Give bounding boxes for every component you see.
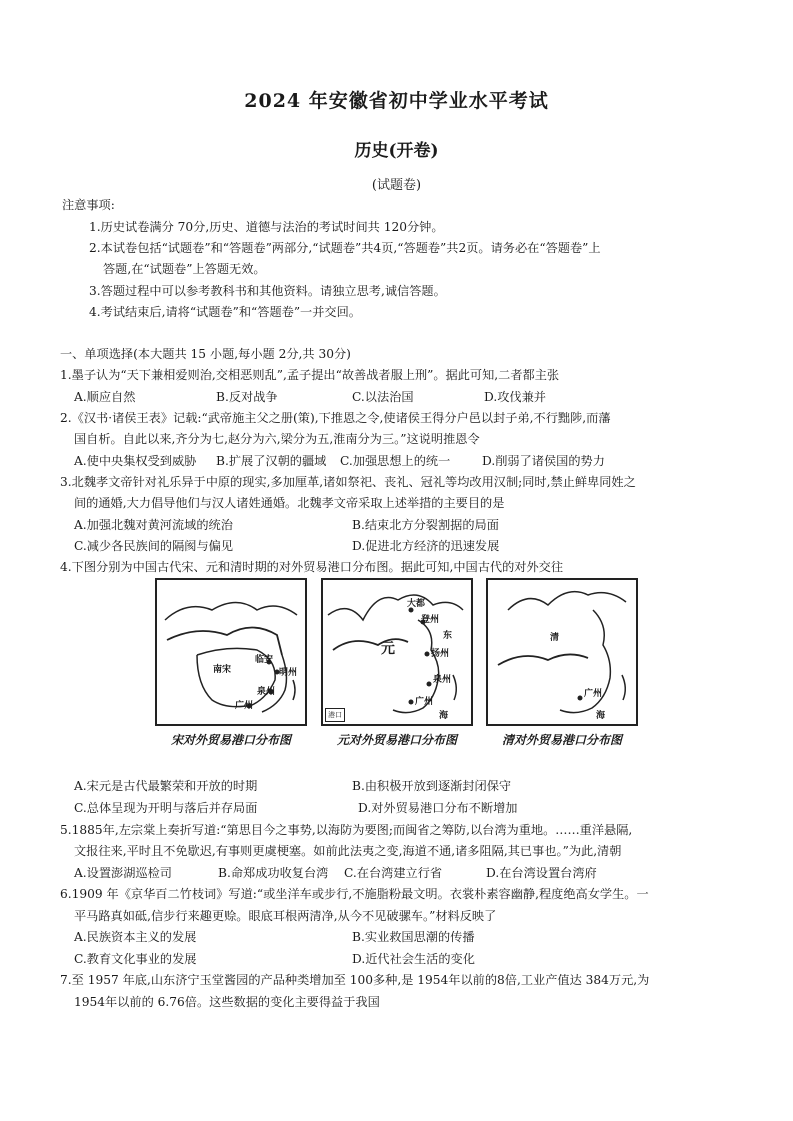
option-b: B.反对战争 [216, 390, 278, 404]
exam-title: 2024 年安徽省初中学业水平考试 [244, 90, 549, 112]
notes-heading: 注意事项: [62, 198, 115, 212]
question-stem: 3.北魏孝文帝针对礼乐异于中原的现实,多加厘革,诸如祭祀、丧礼、冠礼等均改用汉制;同时,禁止鲜卑同姓之 [60, 475, 636, 489]
map-label: 东 [443, 631, 453, 641]
trade-port-maps [155, 578, 635, 758]
map-label: 海 [439, 711, 449, 721]
question-stem: 间的通婚,大力倡导他们与汉人诸姓通婚。北魏孝文帝采取上述举措的主要目的是 [74, 496, 505, 510]
map-legend: 港口 [325, 708, 345, 722]
note-item: 1.历史试卷满分 70分,历史、道德与法治的考试时间共 120分钟。 [89, 220, 444, 234]
yuan-map [321, 578, 473, 726]
option-b: B.由积极开放到逐渐封闭保守 [352, 779, 512, 793]
note-item: 3.答题过程中可以参考教科书和其他资料。请独立思考,诚信答题。 [89, 284, 446, 298]
question-stem: 4.下图分别为中国古代宋、元和清时期的对外贸易港口分布图。据此可知,中国古代的对外交往 [60, 560, 564, 574]
option-d: D.削弱了诸侯国的势力 [482, 454, 605, 468]
qing-map [486, 578, 638, 726]
map-label: 清 [550, 633, 560, 643]
section-heading: 一、单项选择(本大题共 15 小题,每小题 2分,共 30分) [60, 347, 351, 361]
map-label: 登州 [421, 615, 440, 625]
option-c: C.以法治国 [352, 390, 414, 404]
question-stem: 文报往来,平时且不免歇迟,有事则更虞梗塞。如前此法夷之变,海道不通,诸多阻隔,其已事也。”为此,清朝 [74, 844, 622, 858]
option-b: B.扩展了汉朝的疆域 [216, 454, 327, 468]
map-label: 临安 [255, 655, 274, 665]
note-item: 答题,在“试题卷”上答题无效。 [103, 262, 266, 276]
question-stem: 7.至 1957 年底,山东济宁玉堂酱园的产品种类增加至 100多种,是 1954年以前的8倍,工业产值达 384万元,为 [60, 973, 650, 987]
song-map [155, 578, 307, 726]
question-stem: 1954年以前的 6.76倍。这些数据的变化主要得益于我国 [74, 995, 380, 1009]
option-c: C.减少各民族间的隔阂与偏见 [74, 539, 234, 553]
option-d: D.对外贸易港口分布不断增加 [358, 801, 518, 815]
paper-type: (试题卷) [371, 178, 422, 193]
map-label: 海 [596, 711, 606, 721]
option-a: A.加强北魏对黄河流域的统治 [74, 518, 233, 532]
option-c: C.加强思想上的统一 [340, 454, 451, 468]
option-b: B.实业救国思潮的传播 [352, 930, 475, 944]
map-label: 泉州 [257, 687, 276, 697]
map-label: 广州 [584, 689, 603, 699]
map-label: 广州 [235, 701, 254, 711]
question-stem: 国自析。自此以来,齐分为七,赵分为六,梁分为五,淮南分为三。”这说明推恩令 [74, 432, 480, 446]
option-a: A.使中央集权受到威胁 [74, 454, 197, 468]
option-d: D.攻伐兼并 [484, 390, 546, 404]
map-label: 元 [381, 641, 395, 657]
note-item: 2.本试卷包括“试题卷”和“答题卷”两部分,“试题卷”共4页,“答题卷”共2页。请务必在“答题卷”上 [89, 241, 601, 255]
note-item: 4.考试结束后,请将“试题卷”和“答题卷”一并交回。 [89, 305, 361, 319]
map-label: 大都 [407, 599, 426, 609]
map-label: 扬州 [431, 649, 450, 659]
qing-map-outline-icon [488, 580, 636, 724]
map-label: 南宋 [213, 665, 232, 675]
option-a: A.顺应自然 [74, 390, 136, 404]
exam-subject: 历史(开卷) [354, 141, 439, 161]
question-stem: 5.1885年,左宗棠上奏折写道:“第思目今之事势,以海防为要图;而闽省之筹防,以台湾为重地。……重洋悬隔, [60, 823, 633, 837]
map-label: 广州 [415, 697, 434, 707]
option-a: A.宋元是古代最繁荣和开放的时期 [74, 779, 258, 793]
question-stem: 2.《汉书·诸侯王表》记载:“武帝施主父之册(策),下推恩之令,使诸侯王得分户邑以封子弟,不行黜陟,而藩 [60, 411, 611, 425]
option-c: C.总体呈现为开明与落后并存局面 [74, 801, 258, 815]
option-b: B.结束北方分裂割据的局面 [352, 518, 499, 532]
option-b: B.命郑成功收复台湾 [218, 866, 329, 880]
question-stem: 6.1909 年《京华百二竹枝词》写道:“或坐洋车或步行,不施脂粉最文明。衣裳朴素容幽静,程度绝高女学生。一 [60, 887, 649, 901]
map-caption: 宋对外贸易港口分布图 [170, 733, 291, 747]
option-a: A.民族资本主义的发展 [74, 930, 197, 944]
option-d: D.促进北方经济的迅速发展 [352, 539, 500, 553]
map-caption: 元对外贸易港口分布图 [336, 733, 457, 747]
map-caption: 清对外贸易港口分布图 [501, 733, 622, 747]
map-label: 明州 [279, 668, 298, 678]
option-d: D.近代社会生活的变化 [352, 952, 475, 966]
option-a: A.设置澎湖巡检司 [74, 866, 172, 880]
option-c: C.教育文化事业的发展 [74, 952, 197, 966]
option-c: C.在台湾建立行省 [344, 866, 443, 880]
question-stem: 平马路真如砥,信步行来趣更赊。眼底耳根两清净,从今不见破骡车。”材料反映了 [74, 909, 497, 923]
question-stem: 1.墨子认为“天下兼相爱则治,交相恶则乱”,孟子提出“故善战者服上刑”。据此可知,二者都主张 [60, 368, 560, 382]
map-label: 泉州 [433, 675, 452, 685]
song-map-outline-icon [157, 580, 305, 724]
option-d: D.在台湾设置台湾府 [486, 866, 597, 880]
